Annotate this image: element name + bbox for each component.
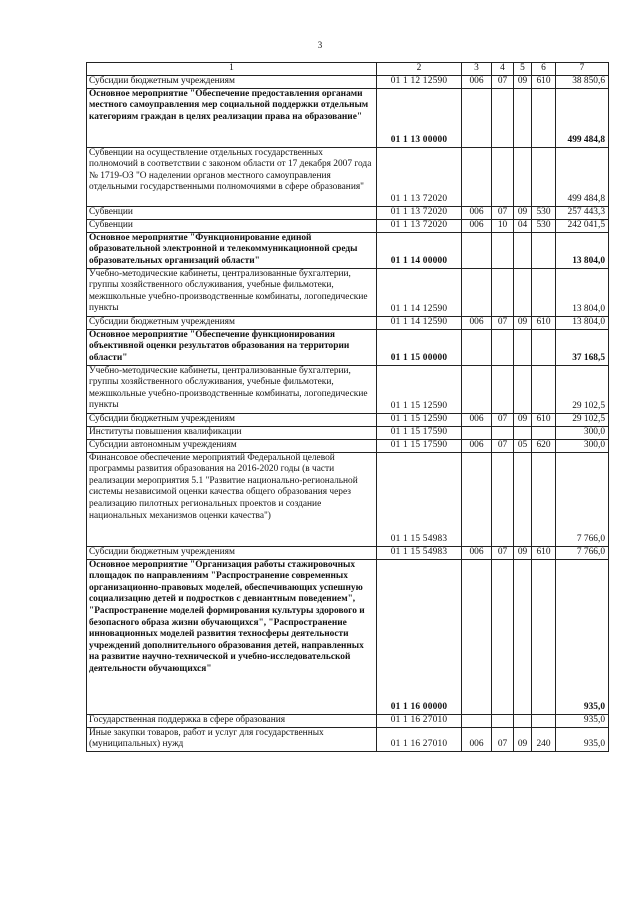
table-row — [87, 88, 609, 147]
row-name: Учебно-методические кабинеты, централизованные бухгалтерии, группы хозяйственного обслуживания, учебные фильмотеки, межшкольные учебно-производственные комбинаты, логопедические пункты — [87, 365, 377, 413]
row-name: Финансовое обеспечение мероприятий Федеральной целевой программы развития образования на 2016-2020 годы (в части реализации мероприятия 5.1 "Развитие национально-региональной системы независимой оценки качества общего образования через реализацию пилотных региональных проектов и создание национальных механизмов оценки качества") — [87, 452, 377, 546]
column-header: 3 — [462, 63, 492, 76]
row-code: 01 1 15 54983 — [377, 452, 462, 546]
row-c4 — [492, 365, 514, 413]
row-name: Иные закупки товаров, работ и услуг для государственных (муниципальных) нужд — [87, 727, 377, 751]
row-amount: 37 168,5 — [556, 329, 609, 365]
table-row — [87, 559, 609, 714]
table-row — [87, 365, 609, 413]
row-c6 — [532, 268, 556, 316]
table-row — [87, 452, 609, 546]
row-c6: 530 — [532, 219, 556, 232]
row-c4 — [492, 452, 514, 546]
row-name: Субвенции — [87, 219, 377, 232]
row-code: 01 1 15 54983 — [377, 546, 462, 559]
row-c4 — [492, 426, 514, 439]
row-c5 — [514, 426, 532, 439]
row-c5 — [514, 232, 532, 268]
row-code: 01 1 15 00000 — [377, 329, 462, 365]
row-c3: 006 — [462, 439, 492, 452]
row-c5: 05 — [514, 439, 532, 452]
table-row — [87, 426, 609, 439]
row-c6: 610 — [532, 546, 556, 559]
row-amount: 257 443,3 — [556, 206, 609, 219]
row-c4: 07 — [492, 439, 514, 452]
row-amount: 499 484,8 — [556, 88, 609, 147]
row-c3: 006 — [462, 546, 492, 559]
row-c6 — [532, 452, 556, 546]
row-c5: 09 — [514, 413, 532, 426]
row-amount: 29 102,5 — [556, 413, 609, 426]
row-c4 — [492, 559, 514, 714]
row-name: Основное мероприятие "Функционирование единой образовательной электронной и телекоммуникационной среды образовательных организаций области" — [87, 232, 377, 268]
row-c3 — [462, 147, 492, 206]
column-header: 1 — [87, 63, 377, 76]
row-c3: 006 — [462, 316, 492, 329]
row-c4 — [492, 232, 514, 268]
row-c5 — [514, 268, 532, 316]
row-c4: 07 — [492, 413, 514, 426]
row-c4 — [492, 268, 514, 316]
row-code: 01 1 12 12590 — [377, 75, 462, 88]
row-c6: 620 — [532, 439, 556, 452]
row-c4: 07 — [492, 546, 514, 559]
row-c4 — [492, 329, 514, 365]
row-c4: 07 — [492, 75, 514, 88]
row-c6 — [532, 329, 556, 365]
row-c5: 04 — [514, 219, 532, 232]
table-row — [87, 546, 609, 559]
row-code: 01 1 15 17590 — [377, 439, 462, 452]
row-c5: 09 — [514, 206, 532, 219]
row-c4: 07 — [492, 206, 514, 219]
row-c3 — [462, 559, 492, 714]
row-name: Субсидии бюджетным учреждениям — [87, 546, 377, 559]
row-c6 — [532, 147, 556, 206]
row-c6: 610 — [532, 75, 556, 88]
row-c3 — [462, 329, 492, 365]
row-code: 01 1 13 72020 — [377, 147, 462, 206]
row-c5: 09 — [514, 75, 532, 88]
row-c3 — [462, 426, 492, 439]
row-c4: 07 — [492, 727, 514, 751]
row-c4 — [492, 88, 514, 147]
budget-table — [86, 62, 609, 752]
row-amount: 13 804,0 — [556, 316, 609, 329]
table-row — [87, 413, 609, 426]
row-c6: 610 — [532, 413, 556, 426]
row-code: 01 1 16 00000 — [377, 559, 462, 714]
row-name: Учебно-методические кабинеты, централизованные бухгалтерии, группы хозяйственного обслуживания, учебные фильмотеки, межшкольные учебно-производственные комбинаты, логопедические пункты — [87, 268, 377, 316]
row-code: 01 1 13 72020 — [377, 206, 462, 219]
table-row — [87, 714, 609, 727]
row-amount: 935,0 — [556, 727, 609, 751]
row-c3 — [462, 365, 492, 413]
row-c6: 240 — [532, 727, 556, 751]
row-amount: 300,0 — [556, 439, 609, 452]
row-c4: 10 — [492, 219, 514, 232]
row-name: Институты повышения квалификации — [87, 426, 377, 439]
row-name: Субвенции — [87, 206, 377, 219]
row-code: 01 1 15 17590 — [377, 426, 462, 439]
row-c6 — [532, 88, 556, 147]
row-c6: 530 — [532, 206, 556, 219]
row-name: Субвенции на осуществление отдельных государственных полномочий в соответствии с законом области от 17 декабря 2007 года № 1719-ОЗ "О наделении органов местного самоуправления отдельными государственными полномочиями в сфере образования" — [87, 147, 377, 206]
row-code: 01 1 16 27010 — [377, 727, 462, 751]
row-c6 — [532, 365, 556, 413]
row-c5: 09 — [514, 316, 532, 329]
row-c6: 610 — [532, 316, 556, 329]
row-code: 01 1 13 72020 — [377, 219, 462, 232]
table-row — [87, 439, 609, 452]
table-row — [87, 268, 609, 316]
row-c6 — [532, 426, 556, 439]
table-header-row — [87, 63, 609, 76]
row-amount: 13 804,0 — [556, 232, 609, 268]
row-code: 01 1 16 27010 — [377, 714, 462, 727]
row-c4 — [492, 147, 514, 206]
row-amount: 7 766,0 — [556, 452, 609, 546]
row-c3: 006 — [462, 727, 492, 751]
table-row — [87, 147, 609, 206]
row-c6 — [532, 232, 556, 268]
column-header: 5 — [514, 63, 532, 76]
row-c6 — [532, 559, 556, 714]
table-row — [87, 727, 609, 751]
row-c3 — [462, 714, 492, 727]
page-number: 3 — [317, 40, 323, 50]
row-amount: 935,0 — [556, 559, 609, 714]
row-c5 — [514, 329, 532, 365]
row-amount: 38 850,6 — [556, 75, 609, 88]
row-name: Субсидии автономным учреждениям — [87, 439, 377, 452]
row-code: 01 1 13 00000 — [377, 88, 462, 147]
row-c5 — [514, 559, 532, 714]
row-amount: 935,0 — [556, 714, 609, 727]
row-amount: 300,0 — [556, 426, 609, 439]
table-row — [87, 232, 609, 268]
row-code: 01 1 14 00000 — [377, 232, 462, 268]
row-c6 — [532, 714, 556, 727]
row-amount: 242 041,5 — [556, 219, 609, 232]
row-amount: 499 484,8 — [556, 147, 609, 206]
row-name: Государственная поддержка в сфере образования — [87, 714, 377, 727]
table-row — [87, 206, 609, 219]
column-header: 2 — [377, 63, 462, 76]
row-code: 01 1 15 12590 — [377, 413, 462, 426]
row-c3 — [462, 88, 492, 147]
table-row — [87, 219, 609, 232]
row-code: 01 1 14 12590 — [377, 316, 462, 329]
row-code: 01 1 14 12590 — [377, 268, 462, 316]
table-row — [87, 316, 609, 329]
column-header: 6 — [532, 63, 556, 76]
row-code: 01 1 15 12590 — [377, 365, 462, 413]
row-name: Основное мероприятие "Организация работы стажировочных площадок по направлениям "Распространение современных организационно-правовых моделей, обеспечивающих успешную социализацию детей и подростков с девиантным поведением", "Распространение моделей формирования культуры здорового и безопасного образа жизни обучающихся", "Распространение инновационных моделей развития техносферы деятельности учреждений дополнительного образования детей, направленных на развитие научно-технической и учебно-исследовательской деятельности обучающихся" — [87, 559, 377, 714]
row-c4 — [492, 714, 514, 727]
row-c4: 07 — [492, 316, 514, 329]
column-header: 7 — [556, 63, 609, 76]
column-header: 4 — [492, 63, 514, 76]
table-row — [87, 75, 609, 88]
row-c5 — [514, 714, 532, 727]
row-c5 — [514, 147, 532, 206]
row-amount: 13 804,0 — [556, 268, 609, 316]
row-c3: 006 — [462, 206, 492, 219]
row-c5 — [514, 452, 532, 546]
row-c3 — [462, 268, 492, 316]
row-amount: 29 102,5 — [556, 365, 609, 413]
row-c3 — [462, 232, 492, 268]
table-row — [87, 329, 609, 365]
row-c5 — [514, 88, 532, 147]
row-c3: 006 — [462, 413, 492, 426]
row-c3 — [462, 452, 492, 546]
row-name: Субсидии бюджетным учреждениям — [87, 316, 377, 329]
row-name: Основное мероприятие "Обеспечение предоставления органами местного самоуправления мер социальной поддержки отдельным категориям граждан в целях реализации права на образование" — [87, 88, 377, 147]
row-name: Субсидии бюджетным учреждениям — [87, 413, 377, 426]
row-name: Основное мероприятие "Обеспечение функционирования объективной оценки результатов образования на территории области" — [87, 329, 377, 365]
row-amount: 7 766,0 — [556, 546, 609, 559]
row-c3: 006 — [462, 219, 492, 232]
row-c3: 006 — [462, 75, 492, 88]
row-name: Субсидии бюджетным учреждениям — [87, 75, 377, 88]
row-c5: 09 — [514, 546, 532, 559]
row-c5 — [514, 365, 532, 413]
row-c5: 09 — [514, 727, 532, 751]
